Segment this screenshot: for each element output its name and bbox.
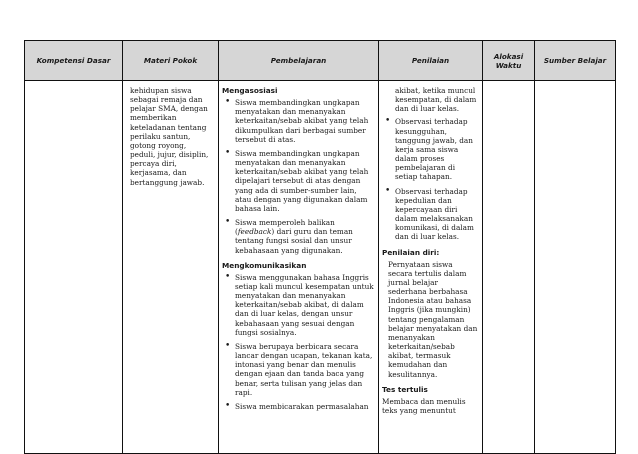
list-item: • Observasi terhadap kesungguhan, tanggung jawab, dan kerja sama siswa dalam proses pembelajaran di setiap tahapan. [382, 117, 478, 181]
list-item: • Siswa membicarakan permasalahan [222, 402, 374, 411]
header-kompetensi-dasar: Kompetensi Dasar [25, 41, 123, 81]
cell-sumber-belajar [535, 81, 616, 454]
header-alokasi-line2: Waktu [495, 60, 522, 70]
tes-tertulis-text: Membaca dan menulis teks yang menuntut [382, 396, 466, 415]
mengkomunikasikan-list [222, 273, 374, 411]
header-penilaian: Penilaian [379, 41, 483, 81]
header-alokasi-line1: Alokasi [493, 51, 524, 61]
header-row [25, 41, 616, 81]
header-alokasi-waktu [483, 41, 535, 81]
observasi-list [382, 117, 478, 241]
mengkomunikasikan-heading: Mengkomunikasikan [222, 260, 307, 270]
list-item: • Observasi terhadap kepedulian dan kepercayaan diri dalam melaksanakan komunikasi, di dalam dan di luar kelas. [382, 187, 478, 242]
mengasosiasi-heading: Mengasosiasi [222, 86, 278, 95]
cell-alokasi-waktu [483, 81, 535, 454]
list-item: • Siswa berupaya berbicara secara lancar dengan ucapan, tekanan kata, intonasi yang benar dan menulis dengan ejaan dan tanda baca yang benar, serta tulisan yang jelas dan rapi. [222, 342, 374, 397]
cell-penilaian [379, 81, 483, 454]
feedback-text-after: ) dari guru dan teman tentang fungsi sosial dan unsur kebahasaan yang digunakan. [235, 227, 353, 255]
list-item-feedback [222, 218, 374, 255]
list-item: • Siswa membandingkan ungkapan menyatakan dan menanyakan keterkaitan/sebab akibat yang telah dipelajari tersebut di atas dengan yang ada di sumber-sumber lain, atau dengan yang digunakan dalam bahasa lain. [222, 149, 374, 213]
feedback-term: feedback [237, 227, 272, 237]
tes-tertulis-heading: Tes tertulis [382, 384, 428, 394]
cell-kompetensi-dasar [25, 81, 123, 454]
list-item: • Siswa membandingkan ungkapan menyatakan dan menanyakan keterkaitan/sebab akibat yang telah dikumpulkan dari berbagai sumber tersebut di atas. [222, 98, 374, 144]
syllabus-table [24, 40, 616, 454]
header-pembelajaran: Pembelajaran [219, 41, 379, 81]
mengasosiasi-list [222, 98, 374, 255]
cell-materi-pokok [123, 81, 219, 454]
list-item: • Siswa menggunakan bahasa Inggris setiap kali muncul kesempatan untuk menyatakan dan menanyakan keterkaitan/sebab akibat, di dalam dan di luar kelas, dengan unsur kebahasaan yang sesuai dengan fungsi sosialnya. [222, 273, 374, 337]
penilaian-diri-heading: Penilaian diri: [382, 247, 440, 257]
feedback-text-before: Siswa memperoleh balikan ( [235, 218, 335, 237]
header-sumber-belajar: Sumber Belajar [535, 41, 616, 81]
content-row [25, 81, 616, 454]
header-materi-pokok: Materi Pokok [123, 41, 219, 81]
materi-text: kehidupan siswa sebagai remaja dan pelajar SMA, dengan memberikan keteladanan tentang perilaku santun, gotong royong, peduli, jujur, disiplin, percaya diri, kerjasama, dan bertanggung jawab. [130, 86, 209, 187]
penilaian-continued-text: akibat, ketika muncul kesempatan, di dalam dan di luar kelas. [395, 86, 477, 114]
penilaian-diri-text: Pernyataan siswa secara tertulis dalam jurnal belajar sederhana berbahasa Indonesia atau bahasa Inggris (jika mungkin) tentang pengalaman belajar menyatakan dan menanyakan keterkaitan/sebab akibat, termasuk kemudahan dan kesulitannya. [388, 259, 478, 379]
cell-pembelajaran [219, 81, 379, 454]
